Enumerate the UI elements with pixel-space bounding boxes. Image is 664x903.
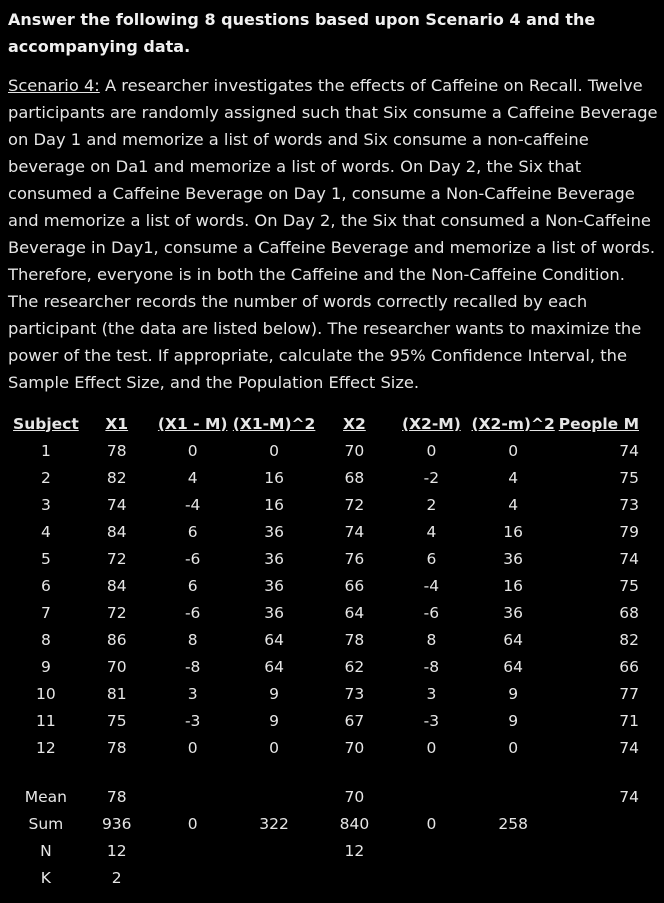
table-cell: -4 (184, 495, 201, 514)
table-cell: 70 (344, 738, 365, 757)
table-cell: 73 (344, 684, 365, 703)
table-cell: 6 (426, 549, 437, 568)
table-cell: 72 (106, 603, 127, 622)
header-x1-dev: (X1 - M) (157, 414, 228, 433)
table-cell: 12 (106, 841, 127, 860)
table-cell (556, 810, 664, 837)
table-cell: -3 (423, 711, 440, 730)
table-cell: 74 (619, 787, 639, 806)
header-x2: X2 (343, 414, 366, 433)
table-cell: 2 (40, 468, 51, 487)
table-cell: 0 (426, 738, 437, 757)
table-cell: 78 (344, 630, 365, 649)
table-cell: 8 (426, 630, 437, 649)
table-row (0, 572, 664, 599)
table-cell: 36 (264, 549, 284, 568)
table-cell: 64 (264, 657, 284, 676)
table-cell: 6 (187, 576, 198, 595)
table-cell: 10 (36, 684, 56, 703)
table-cell: 79 (619, 522, 639, 541)
table-row (0, 518, 664, 545)
table-row (0, 599, 664, 626)
summary-row (0, 810, 664, 837)
table-cell: 3 (187, 684, 198, 703)
table-cell: 16 (503, 576, 523, 595)
table-cell: 82 (106, 468, 127, 487)
table-row (0, 653, 664, 680)
table-cell: 0 (187, 814, 198, 833)
table-cell: 9 (269, 684, 279, 703)
table-cell: 0 (269, 738, 279, 757)
table-cell: K (40, 868, 51, 887)
scenario-text: A researcher investigates the effects of Caffeine on Recall. Twelve participants are randomly assigned such that Six consume a Caffeine Beverage on Day 1 and memorize a list of words and Six consume a non-caffeine beverage on Da1 and memorize a list of words. On Day 2, the Six that consumed a Caffeine Beverage on Day 1, consume a Non-Caffeine Beverage and memorize a list of words. On Day 2, the Six that consumed a Non-Caffeine Beverage in Day1, consume a Caffeine Beverage and memorize a list of words. Therefore, everyone is in both the Caffeine and the Non-Caffeine Condition. The researcher records the number of words correctly recalled by each participant (the data are listed below). The researcher wants to maximize the power of the test. If appropriate, calculate the 95% Confidence Interval, the Sample Effect Size, and the Population Effect Size. (8, 76, 658, 392)
table-cell: 11 (36, 711, 56, 730)
table-cell: 9 (269, 711, 279, 730)
table-cell: 62 (344, 657, 365, 676)
table-cell (470, 837, 555, 864)
table-row (0, 707, 664, 734)
table-cell: 66 (344, 576, 365, 595)
scenario-paragraph (8, 72, 658, 396)
table-cell: 36 (264, 576, 284, 595)
table-cell: 70 (344, 441, 365, 460)
table-cell: 78 (106, 787, 127, 806)
table-cell: -6 (423, 603, 440, 622)
table-row (0, 545, 664, 572)
table-cell: -3 (184, 711, 201, 730)
table-cell: 5 (40, 549, 51, 568)
table-cell: 36 (264, 522, 284, 541)
table-row (0, 437, 664, 464)
table-cell (154, 864, 232, 891)
table-cell: 74 (106, 495, 127, 514)
table-cell: 12 (344, 841, 365, 860)
table-cell: 81 (106, 684, 127, 703)
table-cell (470, 864, 555, 891)
table-cell: 75 (619, 576, 639, 595)
table-cell: N (40, 841, 52, 860)
table-cell: 64 (264, 630, 284, 649)
table-cell: 76 (344, 549, 365, 568)
table-cell: 16 (503, 522, 523, 541)
table-cell: 75 (106, 711, 127, 730)
table-cell: 78 (106, 738, 127, 757)
table-cell: 70 (344, 787, 365, 806)
table-cell: 258 (498, 814, 528, 833)
table-cell: 4 (508, 468, 519, 487)
table-cell: 67 (344, 711, 365, 730)
table-cell (154, 837, 232, 864)
header-x1: X1 (105, 414, 129, 433)
table-cell: 36 (264, 603, 284, 622)
table-cell (556, 864, 664, 891)
header-x2-dev-sq: (X2-m)^2 (471, 414, 555, 433)
table-cell: 7 (40, 603, 51, 622)
table-cell: -2 (423, 468, 440, 487)
table-cell: 68 (344, 468, 365, 487)
table-cell: 84 (106, 576, 127, 595)
table-cell: 73 (619, 495, 639, 514)
table-cell: 3 (426, 684, 437, 703)
table-summary (0, 783, 664, 891)
table-cell (232, 864, 317, 891)
table-cell: 12 (36, 738, 56, 757)
table-row (0, 680, 664, 707)
table-cell: 8 (187, 630, 198, 649)
table-cell: 74 (619, 549, 639, 568)
table-cell: 322 (259, 814, 289, 833)
table-cell: 36 (503, 603, 523, 622)
table-cell: -4 (423, 576, 440, 595)
table-cell: 68 (619, 603, 639, 622)
table-row (0, 464, 664, 491)
table-cell: 82 (619, 630, 639, 649)
table-cell: 840 (339, 814, 370, 833)
table-cell: 9 (40, 657, 51, 676)
table-cell: 0 (426, 441, 437, 460)
table-cell: 71 (619, 711, 639, 730)
table-cell (316, 864, 392, 891)
table-cell (232, 783, 317, 810)
table-cell: 4 (187, 468, 198, 487)
table-cell: 70 (106, 657, 127, 676)
table-cell (470, 783, 555, 810)
table-cell: 6 (40, 576, 51, 595)
table-cell: 0 (508, 738, 519, 757)
table-cell: 4 (508, 495, 519, 514)
table-cell: 77 (619, 684, 639, 703)
table-spacer (0, 761, 664, 783)
table-cell: 936 (101, 814, 132, 833)
header-x1-dev-sq: (X1-M)^2 (232, 414, 316, 433)
table-body (0, 437, 664, 761)
table-cell: -6 (184, 603, 201, 622)
header-people-mean: People M (558, 414, 639, 433)
table-cell: 64 (503, 657, 523, 676)
table-cell: 64 (344, 603, 365, 622)
header-subject: Subject (13, 414, 79, 433)
table-cell: 16 (264, 495, 284, 514)
table-cell (392, 864, 470, 891)
header-x2-dev: (X2-M) (402, 414, 461, 433)
scenario-label: Scenario 4: (8, 76, 100, 95)
table-cell: 3 (40, 495, 51, 514)
table-cell: 4 (40, 522, 51, 541)
table-cell: 4 (426, 522, 437, 541)
table-cell: 66 (619, 657, 639, 676)
table-cell (556, 837, 664, 864)
table-cell: 0 (269, 441, 279, 460)
table-cell: 86 (106, 630, 127, 649)
summary-row (0, 864, 664, 891)
table-cell: 0 (426, 814, 437, 833)
data-table (0, 410, 664, 891)
table-row (0, 626, 664, 653)
table-cell: Mean (24, 787, 67, 806)
table-cell: 75 (619, 468, 639, 487)
table-cell: 9 (508, 684, 519, 703)
table-cell: -8 (184, 657, 201, 676)
table-cell: 0 (508, 441, 519, 460)
table-cell (392, 837, 470, 864)
table-cell (392, 783, 470, 810)
table-cell: 0 (187, 738, 198, 757)
table-header-row (0, 410, 664, 437)
table-cell: Sum (28, 814, 64, 833)
table-cell: 74 (344, 522, 365, 541)
table-cell: 74 (619, 738, 639, 757)
table-cell: 72 (344, 495, 365, 514)
table-cell: 1 (40, 441, 51, 460)
table-cell: 0 (187, 441, 198, 460)
table-cell: 2 (426, 495, 437, 514)
table-cell (232, 837, 317, 864)
table-cell (154, 783, 232, 810)
summary-row (0, 837, 664, 864)
table-cell: -6 (184, 549, 201, 568)
table-cell: 72 (106, 549, 127, 568)
table-row (0, 734, 664, 761)
table-cell: 9 (508, 711, 519, 730)
table-cell: -8 (423, 657, 440, 676)
table-cell: 78 (106, 441, 127, 460)
table-cell: 2 (111, 868, 122, 887)
table-cell: 36 (503, 549, 523, 568)
table-cell: 74 (619, 441, 639, 460)
summary-row (0, 783, 664, 810)
table-row (0, 491, 664, 518)
table-cell: 8 (40, 630, 51, 649)
table-cell: 64 (503, 630, 523, 649)
table-cell: 84 (106, 522, 127, 541)
table-cell: 16 (264, 468, 284, 487)
table-cell: 6 (187, 522, 198, 541)
instructions-heading: Answer the following 8 questions based upon Scenario 4 and the accompanying data. (8, 10, 596, 56)
